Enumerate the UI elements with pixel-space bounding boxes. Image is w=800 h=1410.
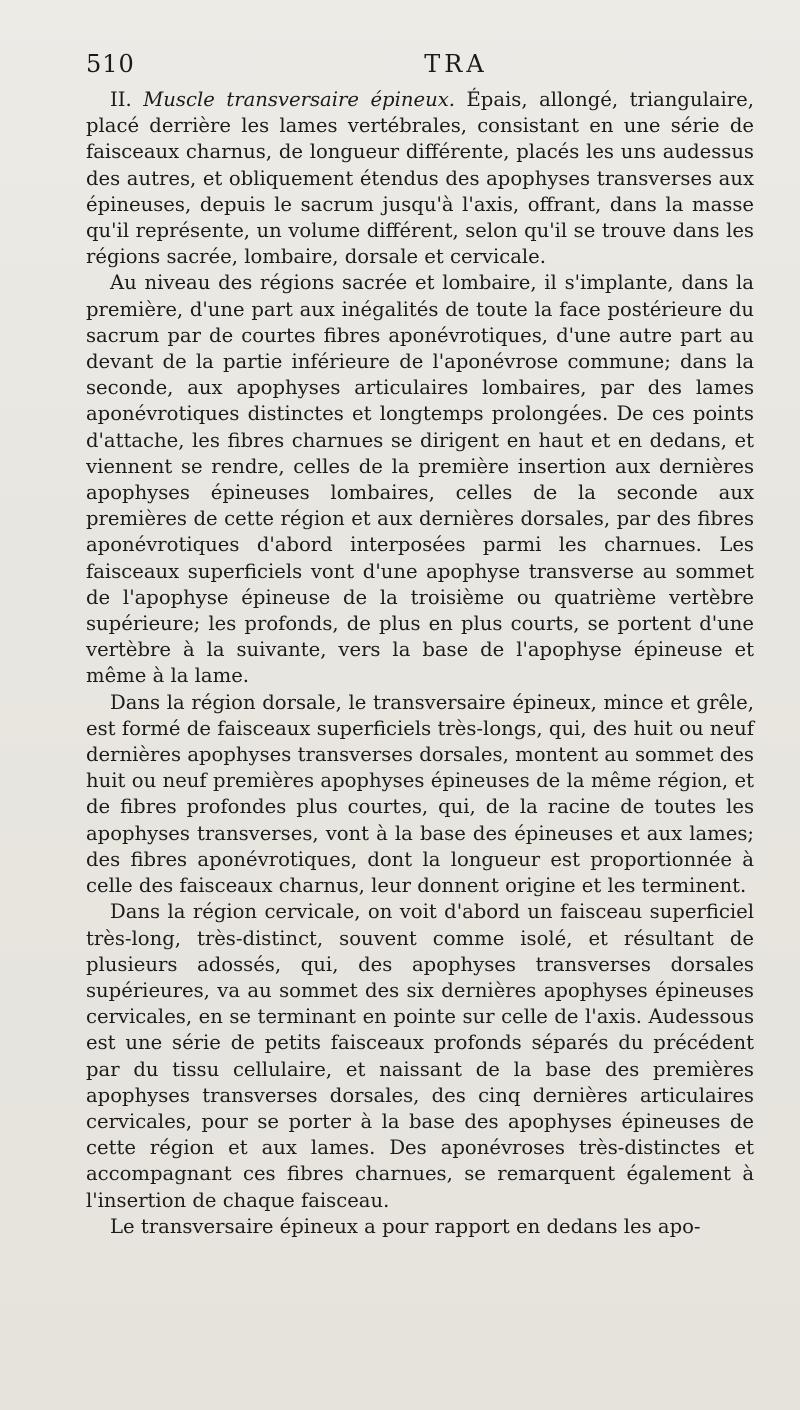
paragraph-text: Dans la région dorsale, le transversaire épineux, mince et grêle, est formé de faisceaux superficiels très-longs, qui, des huit ou neuf dernières apophyses transverses dorsales, montent au sommet des huit ou neuf premières apophyses épineuses de la même région, et de fibres profondes plus courtes, qui, de la racine de toutes les apophyses transverses, vont à la base des épineuses et aux lames; des fibres aponévrotiques, dont la longueur est proportionnée à celle des faisceaux charnus, leur donnent origine et les terminent. — [86, 690, 754, 898]
page-header — [86, 50, 756, 90]
running-head: TRA — [424, 50, 488, 78]
body-text — [86, 87, 754, 1240]
paragraph-text: Le transversaire épineux a pour rapport en dedans les apo- — [110, 1214, 701, 1238]
paragraph-lead: II. — [110, 88, 144, 111]
paragraph-text: Dans la région cervicale, on voit d'abord un faisceau superficiel très-long, très-distinct, souvent comme isolé, et résultant de plusieurs adossés, qui, des apophyses transverses dorsales supérieures, va au sommet des six dernières apophyses épineuses cervicales, en se terminant en pointe sur celle de l'axis. Audessous est une série de petits faisceaux profonds séparés du précédent par du tissu cellulaire, et naissant de la base des premières apophyses transverses dorsales, des cinq dernières articulaires cervicales, pour se porter à la base des apophyses épineuses de cette région et aux lames. Des aponévroses très-distinctes et accompagnant ces fibres charnues, se remarquent également à l'insertion de chaque faisceau. — [86, 900, 754, 1212]
paragraph-text: Au niveau des régions sacrée et lombaire, il s'implante, dans la première, d'une part aux inégalités de toute la face postérieure du sacrum par de courtes fibres aponévrotiques, d'une autre part au devant de la partie inférieure de l'aponévrose commune; dans la seconde, aux apophyses articulaires lombaires, par des lames aponévrotiques distinctes et longtemps prolongées. De ces points d'attache, les fibres charnues se dirigent en haut et en dedans, et viennent se rendre, celles de la première insertion aux dernières apophyses épineuses lombaires, celles de la seconde aux premières de cette région et aux dernières dorsales, par des fibres aponévrotiques d'abord interposées parmi les charnues. Les faisceaux superficiels vont d'une apophyse transverse au sommet de l'apophyse épineuse de la troisième ou quatrième vertèbre supérieure; les profonds, de plus en plus courts, se portent d'une vertèbre à la suivante, vers la base de l'apophyse épineuse et même à la lame. — [86, 271, 754, 688]
paragraph-4 — [86, 899, 754, 1213]
paragraph-1 — [86, 87, 754, 270]
page-number: 510 — [86, 50, 135, 78]
paragraph-3 — [86, 690, 754, 900]
paragraph-2 — [86, 270, 754, 689]
paragraph-text: Épais, allongé, triangulaire, placé derrière les lames vertébrales, consistant en une série de faisceaux charnus, de longueur différente, placés les uns audessus des autres, et obliquement étendus des apophyses transverses aux épineuses, depuis le sacrum jusqu'à l'axis, offrant, dans la masse qu'il représente, un volume différent, selon qu'il se trouve dans les régions sacrée, lombaire, dorsale et cervicale. — [86, 88, 754, 269]
section-title: Muscle transversaire épineux. — [143, 88, 455, 111]
paragraph-5 — [86, 1214, 754, 1240]
